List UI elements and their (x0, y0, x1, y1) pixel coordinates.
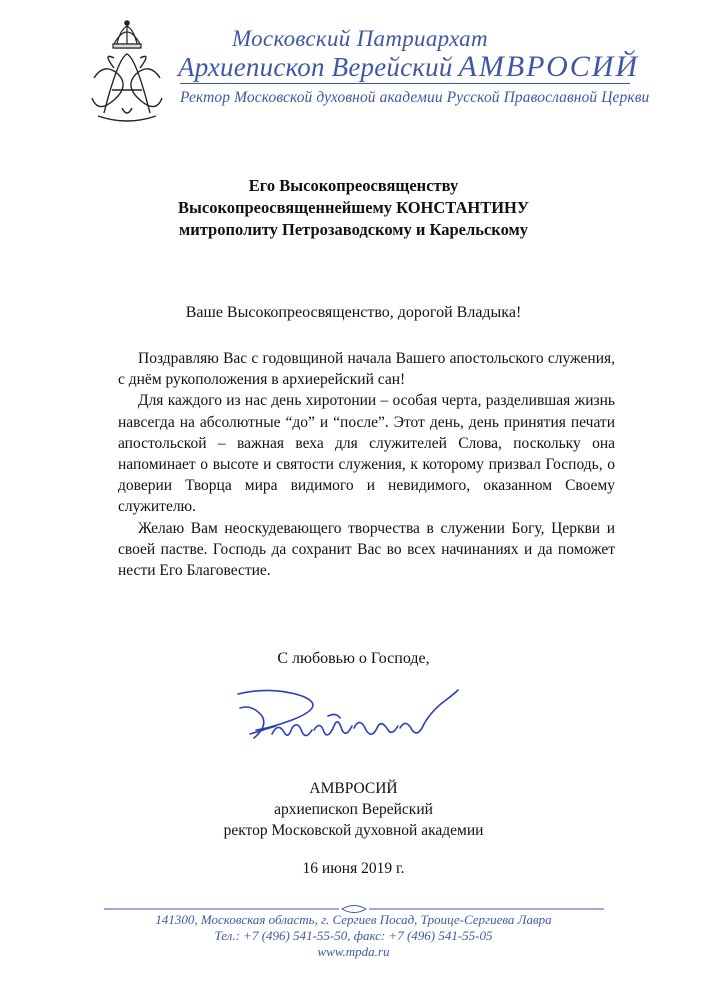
body-paragraph: Желаю Вам неоскудевающего творчества в служении Богу, Церкви и своей пастве. Господь да сохранит Вас во всех начинаниях и да поможет нести Его Благовестие. (118, 519, 615, 580)
addressee-line: Его Высокопреосвященству (248, 176, 459, 195)
letterhead-archbishop (178, 50, 639, 84)
letter-body (118, 348, 615, 581)
monogram-logo (84, 18, 170, 126)
footer-address: 141300, Московская область, г. Сергиев Посад, Троице-Сергиева Лавра (155, 912, 552, 927)
letterhead-divider (180, 83, 630, 84)
signer-position: ректор Московской духовной академии (223, 822, 484, 839)
letter-date: 16 июня 2019 г. (302, 860, 405, 877)
body-paragraph: Поздравляю Вас с годовщиной начала Вашего апостольского служения, с днём рукоположения в архиерейский сан! (118, 350, 615, 389)
addressee-block (0, 175, 707, 241)
signer-name: АМВРОСИЙ (309, 780, 398, 797)
signer-block (0, 778, 707, 841)
letterhead-rector: Ректор Московской духовной академии Русской Православной Церкви (180, 89, 650, 106)
addressee-line: митрополиту Петрозаводскому и Карельскому (178, 220, 529, 239)
footer-contacts (0, 912, 707, 960)
addressee-line: Высокопреосвященнейшему КОНСТАНТИНУ (177, 198, 530, 217)
footer-website: www.mpda.ru (317, 944, 390, 959)
signer-title: архиепископ Верейский (274, 801, 433, 818)
letterhead-archbishop-name: АМВРОСИЙ (458, 50, 640, 83)
closing-phrase: С любовью о Господе, (277, 650, 430, 667)
body-paragraph: Для каждого из нас день хиротонии – особая черта, разделившая жизнь навсегда на абсолютные “до” и “после”. Этот день, день принятия печати апостольской – важная веха для служителей Слова, поскольку она напоминает о высоте и святости служения, к которому призвал Господь, о доверии Творца мира видимого и невидимого, оказанном Своему служителю. (118, 392, 615, 516)
letterhead-archbishop-title: Архиепископ Верейский (178, 52, 453, 82)
salutation: Ваше Высокопреосвященство, дорогой Владыка! (185, 304, 522, 321)
footer-phones: Тел.: +7 (496) 541-55-50, факс: +7 (496) 541-55-05 (214, 928, 493, 943)
handwritten-signature (232, 686, 462, 756)
letterhead-patriarchate: Московский Патриархат (232, 26, 488, 51)
